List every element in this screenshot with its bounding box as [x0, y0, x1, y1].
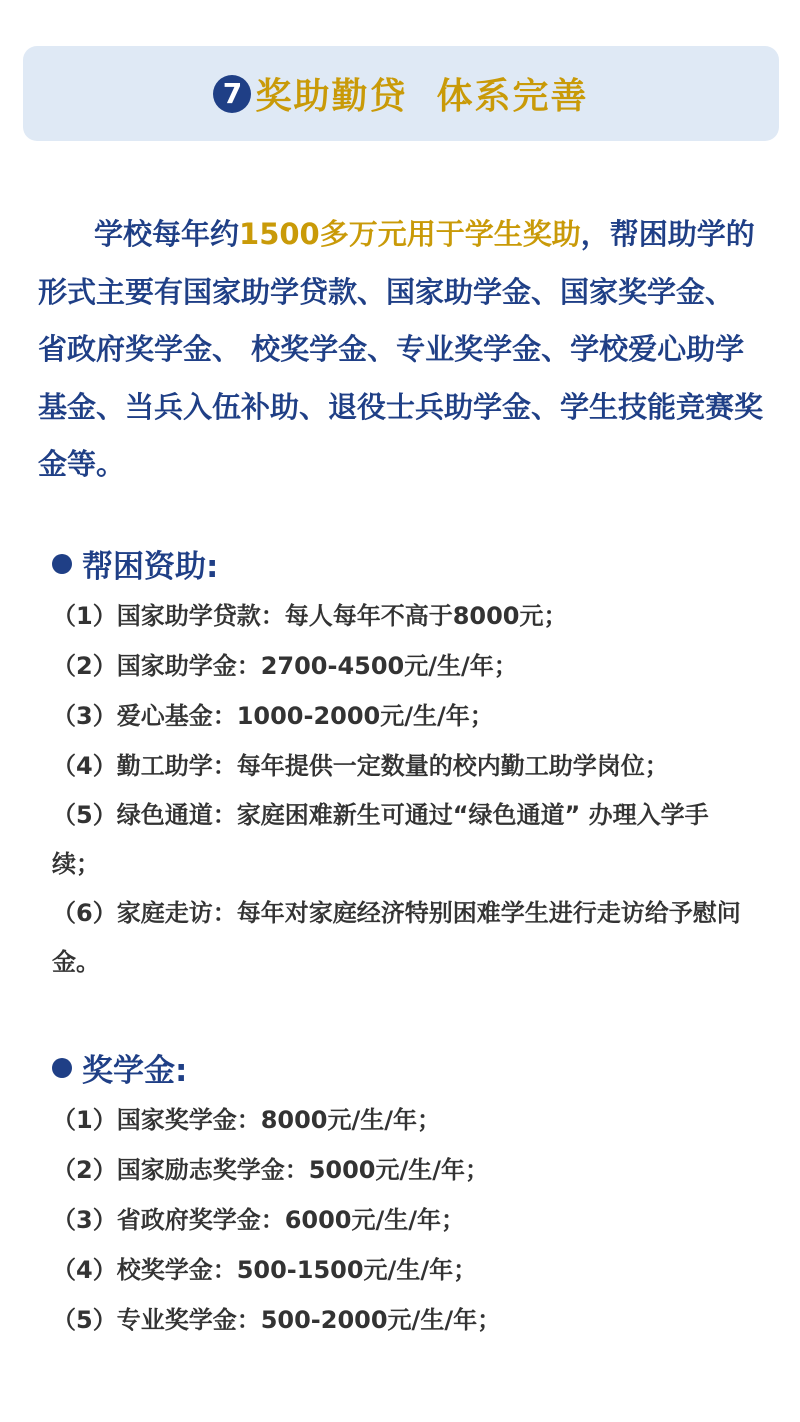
list-item: （3）爱心基金：1000-2000元/生/年； — [52, 702, 494, 730]
aid-section-title: 帮困资助: — [82, 549, 219, 585]
aid-section-heading — [52, 541, 218, 586]
list-item: （6）家庭走访：每年对家庭经济特别困难学生进行走访给予慰问金。 — [52, 899, 741, 976]
bullet-dot-icon — [52, 1058, 72, 1078]
scholarship-section-heading — [52, 1045, 187, 1090]
list-item: （1）国家奖学金：8000元/生/年； — [52, 1106, 442, 1134]
bullet-dot-icon — [52, 554, 72, 574]
list-item: （3）省政府奖学金：6000元/生/年； — [52, 1206, 466, 1234]
intro-text: ，帮困助学的形式主要有国家助学贷款、国家助学金、国家奖学金、 省政府奖学金、 校奖学金、专业奖学金、学校爱心助学基金、当兵入伍补助、退役士兵助学金、学生技能竞赛奖金等。 — [38, 217, 764, 481]
scholarship-section-title: 奖学金: — [82, 1053, 188, 1089]
intro-paragraph — [38, 206, 768, 494]
list-item: （4）校奖学金：500-1500元/生/年； — [52, 1256, 478, 1284]
list-item: （4）勤工助学：每年提供一定数量的校内勤工助学岗位； — [52, 752, 669, 780]
intro-highlight: 1500多万元用于学生奖助 — [239, 217, 581, 251]
scholarship-list — [52, 1095, 752, 1345]
list-item: （2）国家励志奖学金：5000元/生/年； — [52, 1156, 490, 1184]
list-item: （5）专业奖学金：500-2000元/生/年； — [52, 1306, 502, 1334]
intro-prefix: 学校每年约 — [94, 217, 240, 251]
list-item: （1）国家助学贷款：每人每年不高于8000元； — [52, 602, 568, 630]
section-number-badge: 7 — [213, 75, 251, 113]
list-item: （2）国家助学金：2700-4500元/生/年； — [52, 652, 518, 680]
list-item: （5）绿色通道：家庭困难新生可通过“绿色通道” 办理入学手续； — [52, 801, 709, 878]
aid-list — [52, 591, 752, 987]
section-banner — [23, 46, 779, 141]
section-title: 奖助勤贷 体系完善 — [255, 76, 589, 117]
